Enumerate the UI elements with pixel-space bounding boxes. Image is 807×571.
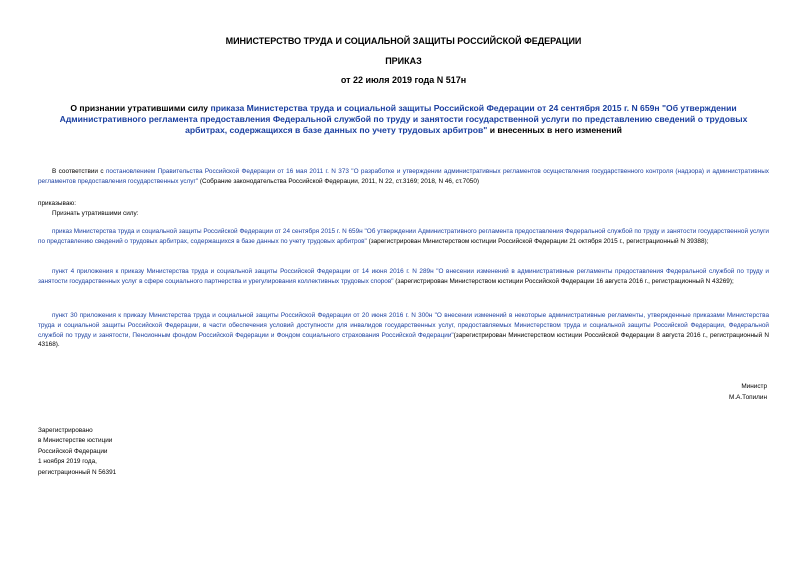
document-title	[40, 103, 767, 136]
declare-line: Признать утратившими силу:	[52, 210, 139, 217]
registration-line: Зарегистрировано	[38, 427, 93, 434]
registration-line: 1 ноября 2019 года,	[38, 458, 97, 466]
preamble-prefix: В соответствии с	[52, 168, 106, 175]
registration-block	[38, 426, 116, 478]
item-1-link[interactable]: приказ Министерства труда и социальной защиты Российской Федерации от 24 сентября 2015 г. N 659н "Об утверждении Административного регламента предоставления Федеральной службой по труду и занятости государственной услуги по представлению сведений о трудовых арбитрах, содержащихся в базе данных по учету трудовых арбитров"	[38, 228, 769, 245]
preamble-paragraph	[38, 167, 769, 187]
title-prefix: О признании утратившими силу	[70, 103, 211, 113]
list-item	[38, 267, 769, 287]
list-item	[38, 227, 769, 247]
ministry-heading: МИНИСТЕРСТВО ТРУДА И СОЦИАЛЬНОЙ ЗАЩИТЫ РОССИЙСКОЙ ФЕДЕРАЦИИ	[225, 36, 582, 46]
preamble-link[interactable]: постановлением Правительства Российской Федерации от 16 мая 2011 г. N 373 "О разработке и утверждении административных регламентов осуществления государственного контроля (надзора) и административных регламентов предоставления государственных услуг"	[38, 168, 769, 185]
list-item	[38, 311, 769, 350]
preamble-suffix: (Собрание законодательства Российской Федерации, 2011, N 22, ст.3169; 2018, N 46, ст.7050)	[198, 177, 480, 185]
order-word: приказываю:	[38, 200, 76, 207]
item-2-link[interactable]: пункт 4 приложения к приказу Министерства труда и социальной защиты Российской Федерации от 14 июня 2016 г. N 289н "О внесении изменений в административные регламенты предоставления Федеральной службой по труду и занятости государственных услуг в сфере социального партнерства и урегулирования коллективных трудовых споров"	[38, 268, 769, 285]
item-2-rest: (зарегистрирован Министерством юстиции Российской Федерации 16 августа 2016 г., регистрационный N 43269);	[393, 277, 734, 285]
item-1-rest: (зарегистрирован Министерством юстиции Российской Федерации 21 октября 2015 г., регистрационный N 39388);	[366, 237, 709, 245]
title-suffix: и внесенных в него изменений	[487, 125, 622, 135]
signature-position: Министр	[741, 383, 767, 390]
item-3-link[interactable]: пункт 30 приложения к приказу Министерства труда и социальной защиты Российской Федерации от 20 июня 2016 г. N 300н "О внесении изменений в некоторые административные регламенты, утвержденные приказами Министерства труда и социальной защиты Российской Федерации, в части обеспечения условий доступности для инвалидов государственных услуг, предоставляемых Министерством труда и социальной защиты Российской Федерации, Федеральной службой по труду и занятости, Пенсионным фондом Российской Федерации и Фондом социального страхования Российской Федерации"	[38, 312, 769, 339]
title-link[interactable]: приказа Министерства труда и социальной защиты Российской Федерации от 24 сентября 2015 г. N 659н "Об утверждении Административного регламента предоставления Федеральной службой по труду и занятости государственной услуги по представлению сведений о трудовых арбитрах, содержащихся в базе данных по учету трудовых арбитров"	[59, 103, 748, 135]
signature-name: М.А.Топилин	[729, 394, 767, 401]
date-number-heading: от 22 июля 2019 года N 517н	[340, 75, 467, 85]
registration-line: регистрационный N 56391	[38, 468, 117, 476]
item-3-rest: (зарегистрирован Министерством юстиции Российской Федерации 8 августа 2016 г., регистрационный N 43168).	[38, 331, 769, 349]
registration-line: Российской Федерации	[38, 447, 108, 455]
doc-type-heading: ПРИКАЗ	[385, 56, 422, 66]
registration-line: в Министерстве юстиции	[38, 437, 113, 445]
